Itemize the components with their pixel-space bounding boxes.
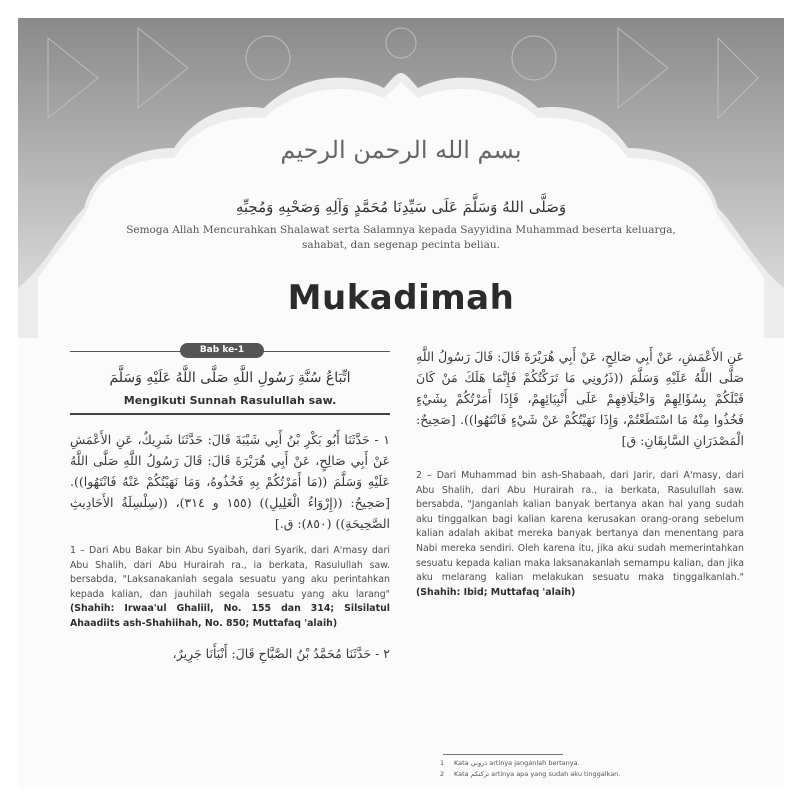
hadith-1-text: 1 – Dari Abu Bakar bin Abu Syaibah, dari Syarik, dari A'masy dari Abu Shalih, dari Abu Hurairah ra., ia berkata, Rasulullah saw. bersabda, "Laksanakanlah segala sesuatu yang aku perintahkan kepada kalian, dan jauhilah segala sesuatu yang aku larang" [70, 545, 390, 600]
hadith-1-translation [70, 544, 390, 632]
hadith-2-translation [416, 469, 744, 600]
right-column [416, 346, 744, 600]
bab-title: Mengikuti Sunnah Rasulullah saw. [123, 394, 337, 407]
footnote-number: 1 [440, 759, 445, 767]
divider [70, 413, 390, 415]
page-title: Mukadimah [287, 278, 515, 318]
basmala-calligraphy: بسم الله الرحمن الرحيم [280, 136, 522, 164]
bab-badge: Bab ke-1 [180, 343, 264, 358]
left-column [70, 346, 390, 661]
footnote-number: 2 [440, 770, 445, 778]
hadith-2-text: 2 – Dari Muhammad bin ash-Shabaah, dari Jarir, dari A'masy, dari Abu Shalih, dari Abu Hurairah ra., ia berkata, Rasulullah saw. bersabda, "Janganlah kalian banyak bertanya akan hal yang sudah aku tinggalkan bagi kalian karena kerusakan orang-orang sebelum kalian adalah akibat mereka banyak bertanya dan menentang para Nabi mereka sendiri. Oleh karena itu, jika aku sudah memerintahkan sesuatu kepada kalian maka laksanakanlah semampu kalian, dan jika aku melarang kalian melakukan sesuatu maka tinggalkanlah." [416, 470, 744, 584]
footnote [440, 770, 620, 778]
hadith-1-arabic: ١ - حَدَّثَنَا أَبُو بَكْرِ بْنُ أَبِي شَيْبَةَ قَالَ: حَدَّثَنَا شَرِيكٌ، عَنِ الأَعْمَشِ عَنْ أَبِي صَالِحٍ، عَنْ أَبِي هُرَيْرَةَ قَالَ: قَالَ رَسُولُ اللَّهِ صَلَّى اللَّهُ عَلَيْهِ وَسَلَّمَ ((مَا أَمَرْتُكُمْ بِهِ فَخُذُوهُ، وَمَا نَهَيْتُكُمْ عَنْهُ فَانْتَهُوا)). [صَحِيحٌ: ((إِرْوَاءُ الْغَلِيلِ)) (١٥٥ و ٣١٤)، ((سِلْسِلَةُ الأَحَادِيثِ الصَّحِيحَةِ)) (٨٥٠): ق.] [70, 432, 391, 531]
hadith-1-source: (Shahih: Irwaa'ul Ghaliil, No. 155 dan 314; Silsilatul Ahaadiits ash-Shahiihah, No. 850; Muttafaq 'alaih) [70, 603, 390, 629]
hadith-2-arabic: عَنِ الأَعْمَشِ، عَنْ أَبِي صَالِحٍ، عَنْ أَبِي هُرَيْرَةَ قَالَ: قَالَ رَسُولُ اللَّهِ صَلَّى اللَّهُ عَلَيْهِ وَسَلَّمَ ((ذَرُونِي مَا تَرَكْتُكُمْ فَإِنَّمَا هَلَكَ مَنْ كَانَ قَبْلَكُمْ بِسُؤَالِهِمْ وَاخْتِلَافِهِمْ عَلَى أَنْبِيَائِهِمْ، فَإِذَا أَمَرْتُكُمْ بِشَيْءٍ فَخُذُوا مِنْهُ مَا اسْتَطَعْتُمْ، وَإِذَا نَهَيْتُكُمْ عَنْ شَيْءٍ فَانْتَهُوا)). [صَحِيحٌ: الْمَصْدَرَانِ السَّابِقَانِ: ق] [416, 349, 744, 448]
salawat-arabic: وَصَلَّى اللهُ وَسَلَّمَ عَلَى سَيِّدِنَا مُحَمَّدٍ وَآلِهِ وَصَحْبِهِ وَمُحِبِّهِ [235, 198, 567, 216]
bab-title-arabic: اتِّبَاعُ سُنَّةِ رَسُولِ اللَّهِ صَلَّى اللَّهُ عَلَيْهِ وَسَلَّمَ [109, 370, 351, 386]
salawat-translation: Semoga Allah Mencurahkan Shalawat serta Salamnya kepada Sayyidina Muhammad beserta keluarga, sahabat, dan segenap pecinta beliau. [126, 224, 676, 251]
footnote-text: Kata ذروني artinya janganlah bertanya. [454, 759, 580, 767]
book-page [18, 18, 784, 788]
hadith-2-source: (Shahih: Ibid; Muttafaq 'alaih) [416, 586, 576, 598]
footnote-divider [443, 754, 563, 755]
footnote [440, 759, 580, 767]
bab-header [70, 345, 390, 368]
hadith-2-arabic-start: ٢ - حَدَّثَنَا مُحَمَّدُ بْنُ الصَّبَّاحِ قَالَ: أَنْبَأَنَا جَرِيرٌ، [172, 645, 390, 661]
footnote-text: Kata تركتكم artinya apa yang sudah aku tinggalkan. [454, 770, 621, 778]
